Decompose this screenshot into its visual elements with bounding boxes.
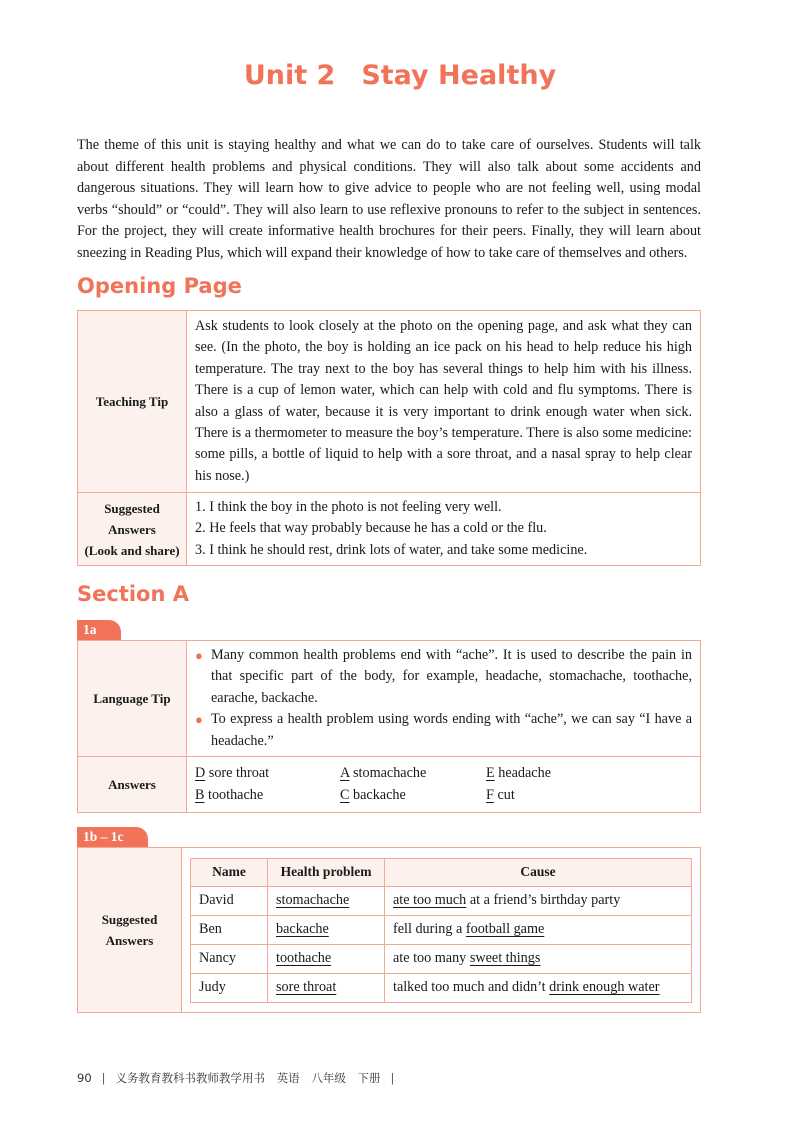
opening-answers bbox=[187, 493, 701, 566]
answer-cell: F cut bbox=[486, 786, 515, 803]
section-1b-1c-table bbox=[77, 847, 701, 1013]
tag-1a: 1a bbox=[77, 620, 121, 640]
section-1a-table bbox=[77, 640, 701, 813]
table-row: Ben backache fell during a football game bbox=[191, 915, 692, 944]
unit-title bbox=[0, 60, 800, 91]
health-table-wrap bbox=[182, 848, 701, 1013]
suggested-answers-label: Suggested Answers (Look and share) bbox=[78, 493, 187, 566]
opening-page-table bbox=[77, 310, 701, 566]
grade: 八年级 bbox=[311, 1071, 346, 1085]
unit-number: Unit 2 bbox=[243, 60, 336, 91]
answer-item: 1. I think the boy in the photo is not feeling very well. bbox=[195, 499, 502, 515]
language-tip-content bbox=[187, 641, 701, 757]
suggested-answers-label: Suggested Answers bbox=[78, 848, 182, 1013]
bullet-dot-icon: ● bbox=[195, 648, 203, 663]
table-row: Nancy toothache ate too many sweet things bbox=[191, 944, 692, 973]
tag-1b-1c: 1b – 1c bbox=[77, 827, 148, 847]
table-row: Judy sore throat talked too much and didn’t drink enough water bbox=[191, 973, 692, 1002]
book-title: 义务教育教科书教师教学用书 bbox=[115, 1071, 266, 1085]
answer-cell: D sore throat bbox=[195, 765, 270, 782]
answers-1a bbox=[187, 757, 701, 813]
teaching-tip-label: Teaching Tip bbox=[78, 311, 187, 493]
answer-cell: C backache bbox=[340, 786, 406, 803]
answer-cell: E headache bbox=[486, 765, 551, 782]
intro-paragraph: The theme of this unit is staying healthy and what we can do to take care of ourselves. Students will talk about different health problems and physical conditions. They will also talk about some accidents and dangerous situations. They will learn how to give advice to people who are not feeling well, using modal verbs “should” or “could”. They will also learn to use reflexive pronouns to refer to the subject in sentences. For the project, they will create informative health brochures for their peers. Finally, they will learn about sneezing in Reading Plus, which will expand their knowledge of how to take care of themselves and others. bbox=[77, 137, 701, 261]
answer-item: 3. I think he should rest, drink lots of water, and take some medicine. bbox=[195, 541, 588, 558]
teaching-tip-text: Ask students to look closely at the photo on the opening page, and ask what they can see. (In the photo, the boy is holding an ice pack on his head to help reduce his high temperature. The tray next to the boy has several things to help him with his illness. There is a cup of lemon water, which can help with cold and flu symptoms. There is also a glass of water, because it is very important to drink enough water when sick. There is a thermometer to measure the boy’s temperature. There is also some medicine: some pills, a bottle of liquid to help with a sore throat, and a nasal spray to help clear his nose.) bbox=[187, 311, 701, 493]
col-header-problem: Health problem bbox=[268, 858, 385, 886]
opening-page-heading: Opening Page bbox=[77, 274, 242, 298]
table-row: David stomachache ate too much at a friend’s birthday party bbox=[191, 886, 692, 915]
page-number: 90 bbox=[77, 1071, 92, 1085]
section-a-heading: Section A bbox=[77, 582, 189, 606]
volume: 下册 bbox=[357, 1071, 381, 1085]
language-tip-label: Language Tip bbox=[78, 641, 187, 757]
answers-label: Answers bbox=[78, 757, 187, 813]
answer-item: 2. He feels that way probably because he has a cold or the flu. bbox=[195, 520, 547, 537]
bullet-dot-icon: ● bbox=[195, 712, 203, 728]
bullet-item: ● To express a health problem using words ending with “ache”, we can say “I have a headache.” bbox=[195, 711, 692, 749]
bullet-item: ● Many common health problems end with “ache”. It is used to describe the pain in that specific part of the body, for example, headache, stomachache, toothache, earache, backache. bbox=[195, 647, 692, 706]
health-problems-table bbox=[190, 858, 692, 1003]
col-header-name: Name bbox=[191, 858, 268, 886]
answer-cell: B toothache bbox=[195, 786, 264, 803]
page-footer: 90 | 义务教育教科书教师教学用书 英语 八年级 下册 | bbox=[77, 1071, 395, 1085]
subject: 英语 bbox=[276, 1071, 300, 1085]
answer-cell: A stomachache bbox=[340, 765, 427, 782]
col-header-cause: Cause bbox=[385, 858, 692, 886]
unit-name: Stay Healthy bbox=[361, 60, 557, 91]
